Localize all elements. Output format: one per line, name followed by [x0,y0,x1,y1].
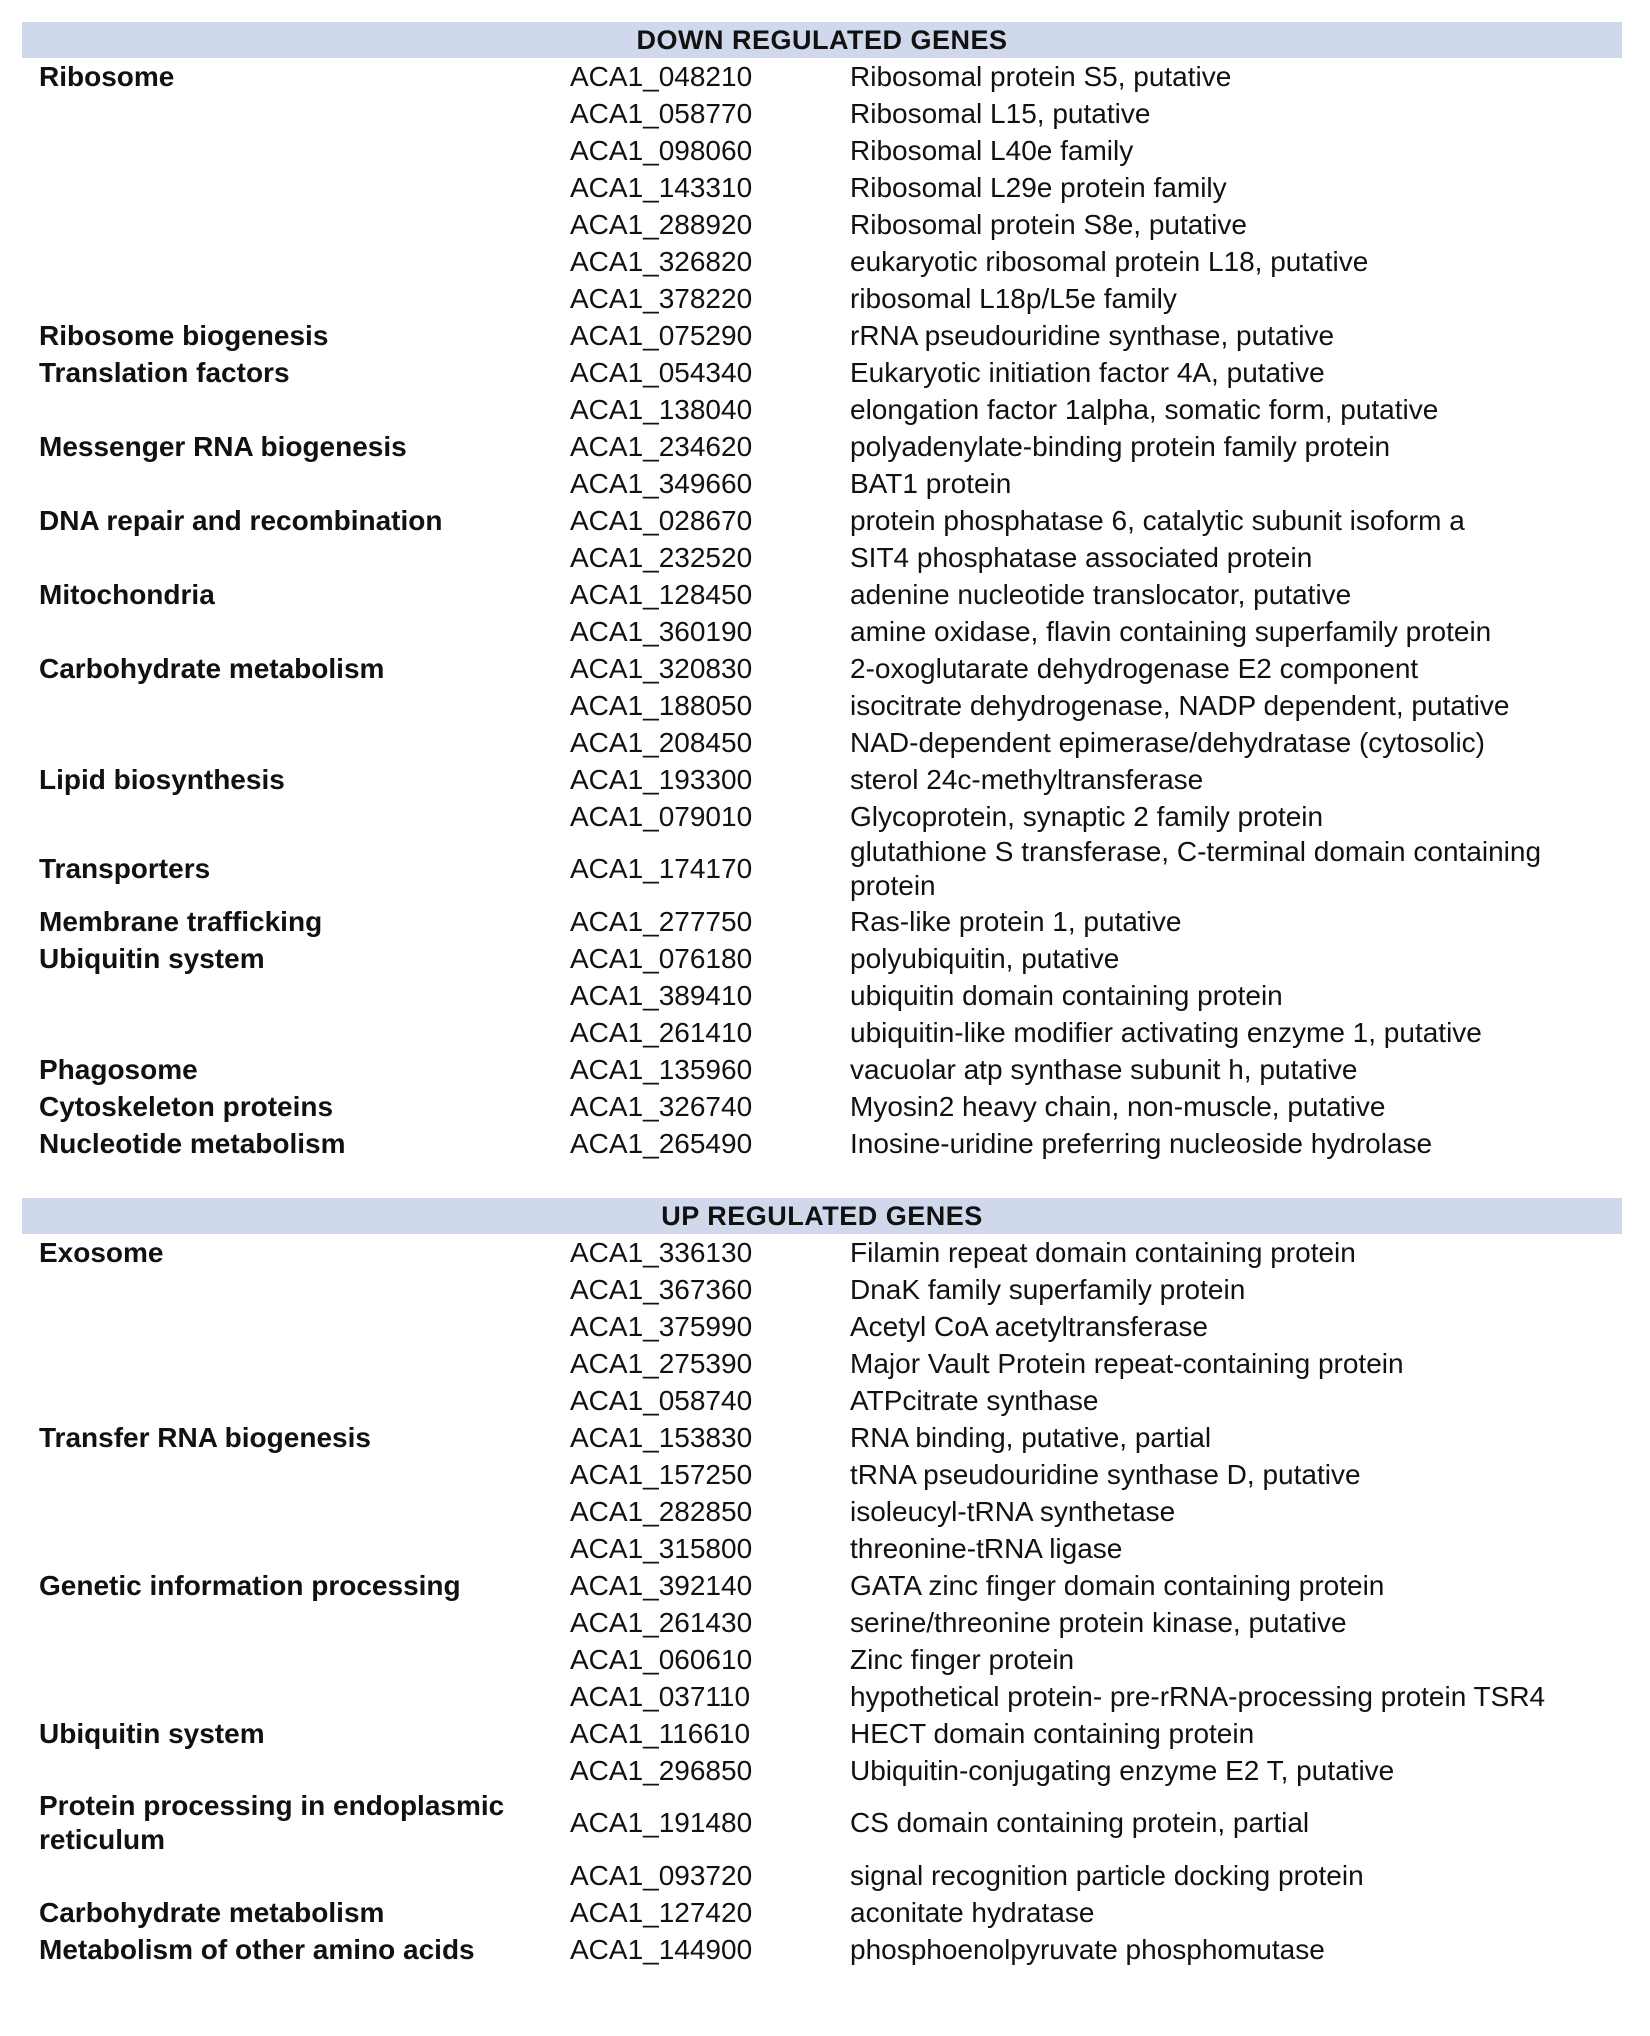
gene-id-cell: ACA1_037110 [570,1680,751,1712]
description-cell: serine/threonine protein kinase, putative [850,1606,1347,1638]
gene-id-cell: ACA1_232520 [570,541,753,573]
description-cell: glutathione S transferase, C-terminal domain containing protein [850,836,1542,901]
category-cell: Exosome [39,1236,164,1268]
gene-id-cell: ACA1_076180 [570,942,753,974]
gene-id-cell: ACA1_275390 [570,1347,753,1379]
category-cell [22,1345,570,1382]
table-row [22,132,1622,169]
down-regulated-header: DOWN REGULATED GENES [22,22,1622,58]
table-row [22,243,1622,280]
description-cell: isocitrate dehydrogenase, NADP dependent, putative [850,689,1510,721]
category-cell: Carbohydrate metabolism [39,1896,385,1928]
gene-id-cell: ACA1_326740 [570,1090,753,1122]
category-cell [22,613,570,650]
gene-id-cell: ACA1_375990 [570,1310,753,1342]
up-regulated-table-body [22,1234,1622,1968]
description-cell: Ubiquitin-conjugating enzyme E2 T, putative [850,1754,1395,1786]
table-row [22,1088,1622,1125]
description-cell: Ribosomal protein S5, putative [850,60,1232,92]
category-cell [22,539,570,576]
up-regulated-header: UP REGULATED GENES [22,1198,1622,1234]
table-row [22,798,1622,835]
category-cell [22,1271,570,1308]
gene-id-cell: ACA1_288920 [570,208,753,240]
description-cell: CS domain containing protein, partial [850,1807,1310,1838]
category-cell: Phagosome [39,1053,198,1085]
category-cell: DNA repair and recombination [39,504,443,536]
category-cell [22,1014,570,1051]
description-cell: phosphoenolpyruvate phosphomutase [850,1933,1325,1965]
gene-id-cell: ACA1_093720 [570,1859,753,1891]
category-cell [22,1604,570,1641]
category-cell [22,169,570,206]
table-row [22,1308,1622,1345]
category-cell [22,1530,570,1567]
table-row [22,613,1622,650]
gene-id-cell: ACA1_127420 [570,1896,753,1928]
gene-id-cell: ACA1_191480 [570,1807,753,1838]
category-cell: Ubiquitin system [39,1717,265,1749]
category-cell: Mitochondria [39,578,215,610]
table-row [22,761,1622,798]
table-row [22,1641,1622,1678]
category-cell: Transfer RNA biogenesis [39,1421,371,1453]
description-cell: ubiquitin-like modifier activating enzyme 1, putative [850,1016,1482,1048]
description-cell: hypothetical protein- pre-rRNA-processing protein TSR4 [850,1680,1546,1712]
category-cell: Membrane trafficking [39,905,323,937]
category-cell [22,798,570,835]
gene-id-cell: ACA1_282850 [570,1495,753,1527]
description-cell: GATA zinc finger domain containing protein [850,1569,1385,1601]
description-cell: HECT domain containing protein [850,1717,1255,1749]
category-cell: Genetic information processing [39,1569,461,1601]
category-cell [22,1641,570,1678]
description-cell: vacuolar atp synthase subunit h, putative [850,1053,1358,1085]
description-cell: isoleucyl-tRNA synthetase [850,1495,1176,1527]
category-cell: Transporters [39,853,211,884]
category-cell [22,724,570,761]
table-row [22,1604,1622,1641]
description-cell: Inosine-uridine preferring nucleoside hydrolase [850,1127,1433,1159]
gene-id-cell: ACA1_389410 [570,979,753,1011]
gene-id-cell: ACA1_336130 [570,1236,753,1268]
table-row [22,1419,1622,1456]
description-cell: aconitate hydratase [850,1896,1095,1928]
table-row [22,539,1622,576]
description-cell: threonine-tRNA ligase [850,1532,1123,1564]
table-row [22,354,1622,391]
description-cell: adenine nucleotide translocator, putative [850,578,1352,610]
category-cell: Translation factors [39,356,290,388]
gene-id-cell: ACA1_193300 [570,763,753,795]
description-cell: protein phosphatase 6, catalytic subunit isoform a [850,504,1465,536]
description-cell: BAT1 protein [850,467,1012,499]
category-cell [22,206,570,243]
table-row [22,903,1622,940]
description-cell: Ribosomal L29e protein family [850,171,1227,203]
up-regulated-table [22,1234,1622,1968]
table-row [22,58,1622,95]
gene-id-cell: ACA1_060610 [570,1643,753,1675]
description-cell: Zinc finger protein [850,1643,1075,1675]
category-cell [22,1382,570,1419]
table-row [22,687,1622,724]
description-cell: SIT4 phosphatase associated protein [850,541,1313,573]
table-row [22,1125,1622,1162]
down-regulated-section [22,22,1622,1162]
gene-id-cell: ACA1_028670 [570,504,753,536]
category-cell: Ribosome biogenesis [39,319,329,351]
category-cell [22,1493,570,1530]
description-cell: Ribosomal protein S8e, putative [850,208,1247,240]
description-cell: elongation factor 1alpha, somatic form, putative [850,393,1439,425]
description-cell: sterol 24c-methyltransferase [850,763,1204,795]
category-cell [22,95,570,132]
table-row [22,1567,1622,1604]
category-cell [22,1456,570,1493]
description-cell: Myosin2 heavy chain, non-muscle, putative [850,1090,1386,1122]
description-cell: Eukaryotic initiation factor 4A, putative [850,356,1325,388]
category-cell [22,243,570,280]
gene-id-cell: ACA1_265490 [570,1127,753,1159]
category-cell: Nucleotide metabolism [39,1127,346,1159]
table-row [22,428,1622,465]
description-cell: signal recognition particle docking protein [850,1859,1364,1891]
gene-id-cell: ACA1_277750 [570,905,753,937]
gene-id-cell: ACA1_188050 [570,689,753,721]
table-row [22,1789,1622,1857]
description-cell: ubiquitin domain containing protein [850,979,1283,1011]
table-row [22,1234,1622,1271]
table-row [22,465,1622,502]
description-cell: tRNA pseudouridine synthase D, putative [850,1458,1361,1490]
category-cell [22,132,570,169]
table-row [22,1931,1622,1968]
down-regulated-table [22,58,1622,1162]
description-cell: polyubiquitin, putative [850,942,1120,974]
description-cell: DnaK family superfamily protein [850,1273,1246,1305]
category-cell [22,687,570,724]
table-row [22,1752,1622,1789]
table-row [22,650,1622,687]
gene-id-cell: ACA1_261410 [570,1016,753,1048]
category-cell: Protein processing in endoplasmic reticulum [39,1790,505,1855]
table-row [22,1345,1622,1382]
description-cell: Ribosomal L40e family [850,134,1134,166]
table-row [22,1678,1622,1715]
gene-id-cell: ACA1_116610 [570,1717,751,1749]
gene-id-cell: ACA1_320830 [570,652,753,684]
table-row [22,1530,1622,1567]
category-cell [22,465,570,502]
table-row [22,391,1622,428]
description-cell: rRNA pseudouridine synthase, putative [850,319,1335,351]
up-regulated-section [22,1198,1622,1968]
category-cell: Messenger RNA biogenesis [39,430,407,462]
category-cell: Metabolism of other amino acids [39,1933,475,1965]
gene-id-cell: ACA1_054340 [570,356,753,388]
gene-id-cell: ACA1_367360 [570,1273,753,1305]
category-cell: Lipid biosynthesis [39,763,285,795]
gene-id-cell: ACA1_261430 [570,1606,753,1638]
description-cell: ribosomal L18p/L5e family [850,282,1177,314]
description-cell: Ras-like protein 1, putative [850,905,1182,937]
table-row [22,835,1622,903]
gene-id-cell: ACA1_296850 [570,1754,753,1786]
table-row [22,206,1622,243]
table-row [22,169,1622,206]
description-cell: polyadenylate-binding protein family protein [850,430,1391,462]
description-cell: Acetyl CoA acetyltransferase [850,1310,1208,1342]
table-row [22,940,1622,977]
table-row [22,1051,1622,1088]
category-cell: Carbohydrate metabolism [39,652,385,684]
gene-id-cell: ACA1_234620 [570,430,753,462]
table-row [22,95,1622,132]
gene-id-cell: ACA1_208450 [570,726,753,758]
table-row [22,1857,1622,1894]
gene-id-cell: ACA1_135960 [570,1053,753,1085]
gene-id-cell: ACA1_058740 [570,1384,753,1416]
table-row [22,1493,1622,1530]
category-cell [22,1752,570,1789]
table-row [22,317,1622,354]
category-cell: Ribosome [39,60,175,92]
category-cell [22,1678,570,1715]
category-cell [22,280,570,317]
gene-id-cell: ACA1_315800 [570,1532,753,1564]
gene-id-cell: ACA1_048210 [570,60,753,92]
gene-id-cell: ACA1_079010 [570,800,753,832]
gene-id-cell: ACA1_075290 [570,319,753,351]
gene-id-cell: ACA1_058770 [570,97,753,129]
description-cell: Filamin repeat domain containing protein [850,1236,1356,1268]
table-row [22,1715,1622,1752]
table-row [22,502,1622,539]
category-cell: Cytoskeleton proteins [39,1090,334,1122]
gene-id-cell: ACA1_128450 [570,578,753,610]
gene-id-cell: ACA1_138040 [570,393,753,425]
description-cell: RNA binding, putative, partial [850,1421,1212,1453]
description-cell: ATPcitrate synthase [850,1384,1099,1416]
description-cell: amine oxidase, flavin containing superfamily protein [850,615,1492,647]
category-cell [22,1857,570,1894]
category-cell [22,977,570,1014]
table-row [22,1014,1622,1051]
description-cell: Ribosomal L15, putative [850,97,1151,129]
gene-id-cell: ACA1_326820 [570,245,753,277]
gene-id-cell: ACA1_098060 [570,134,753,166]
table-row [22,977,1622,1014]
gene-id-cell: ACA1_392140 [570,1569,753,1601]
gene-id-cell: ACA1_143310 [570,171,753,203]
table-row [22,1456,1622,1493]
gene-id-cell: ACA1_144900 [570,1933,753,1965]
category-cell [22,391,570,428]
gene-id-cell: ACA1_174170 [570,853,753,884]
category-cell: Ubiquitin system [39,942,265,974]
table-row [22,1271,1622,1308]
gene-id-cell: ACA1_157250 [570,1458,753,1490]
table-row [22,1382,1622,1419]
gene-id-cell: ACA1_360190 [570,615,753,647]
description-cell: eukaryotic ribosomal protein L18, putative [850,245,1369,277]
gene-id-cell: ACA1_349660 [570,467,753,499]
description-cell: Major Vault Protein repeat-containing protein [850,1347,1404,1379]
table-row [22,280,1622,317]
table-row [22,576,1622,613]
gene-id-cell: ACA1_378220 [570,282,753,314]
description-cell: NAD-dependent epimerase/dehydratase (cytosolic) [850,726,1485,758]
table-row [22,724,1622,761]
table-row [22,1894,1622,1931]
description-cell: Glycoprotein, synaptic 2 family protein [850,800,1324,832]
category-cell [22,1308,570,1345]
down-regulated-table-body [22,58,1622,1162]
gene-id-cell: ACA1_153830 [570,1421,753,1453]
description-cell: 2-oxoglutarate dehydrogenase E2 component [850,652,1419,684]
